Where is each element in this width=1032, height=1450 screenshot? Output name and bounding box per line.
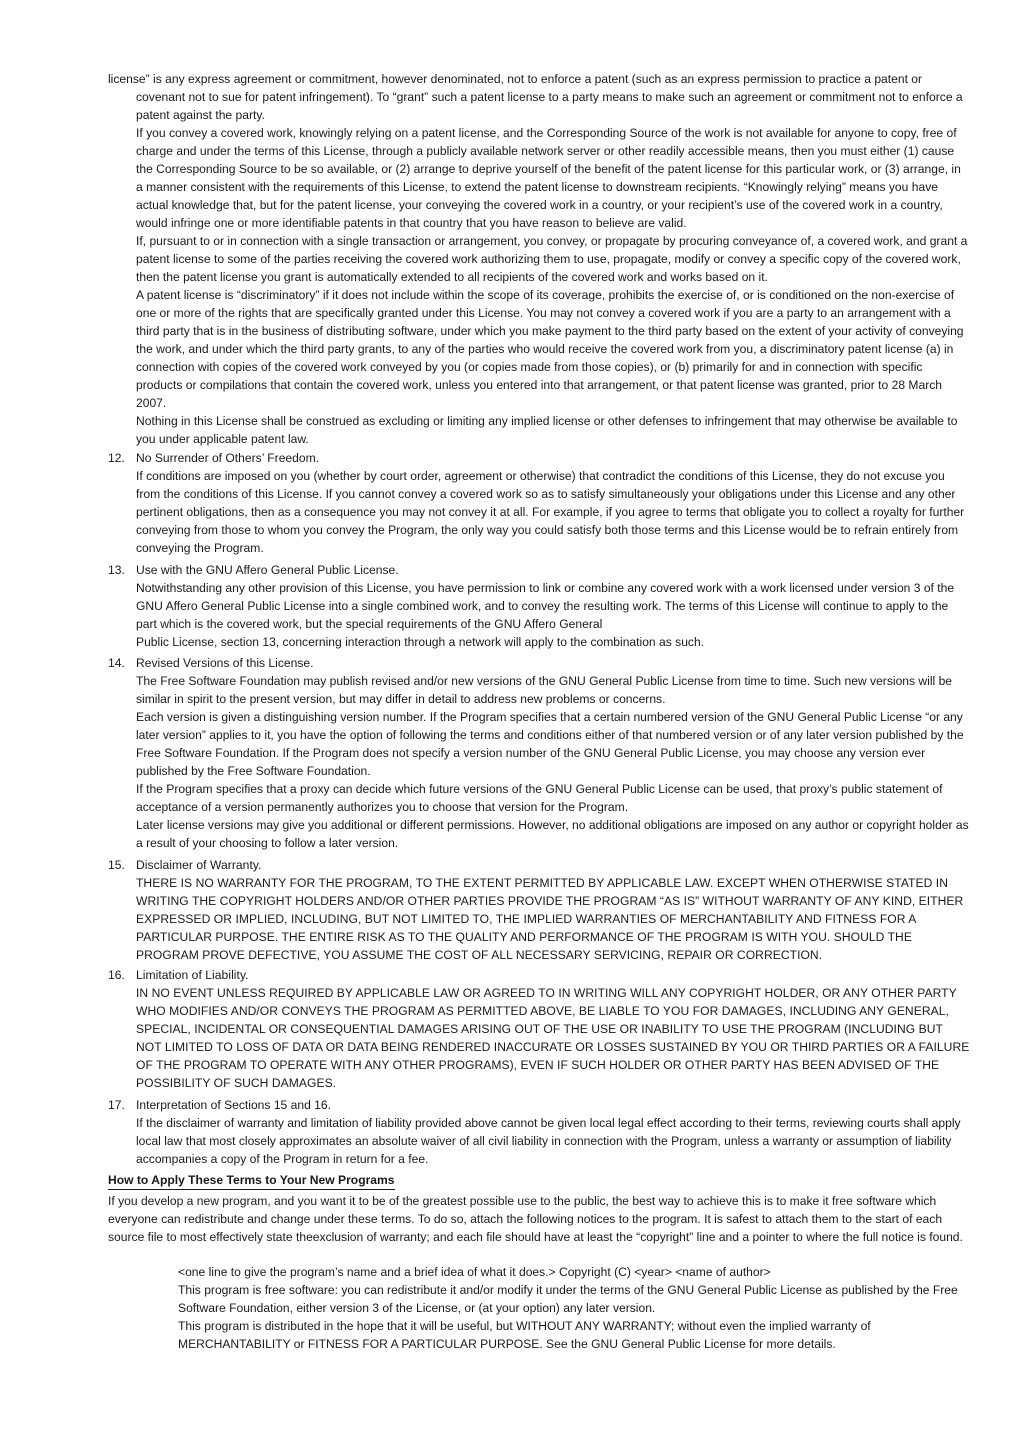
notice-line: <one line to give the program’s name and a brief idea of what it does.> Copyright (C) <year> <name of author> [178, 1265, 771, 1279]
section-12 [108, 449, 970, 557]
section-title: Use with the GNU Affero General Public License. [136, 563, 399, 577]
paragraph: Nothing in this License shall be construed as excluding or limiting any implied license or other defenses to infringement that may otherwise be available to you under applicable patent law. [136, 414, 958, 446]
notice-line: This program is distributed in the hope that it will be useful, but WITHOUT ANY WARRANTY; without even the implied warranty of MERCHANTABILITY or FITNESS FOR A PARTICULAR PURPOSE. See the GNU General Public License for more details. [178, 1319, 871, 1351]
paragraph: If you develop a new program, and you want it to be of the greatest possible use to the public, the best way to achieve this is to make it free software which everyone can redistribute and change under these terms. To do so, attach the following notices to the program. It is safest to attach them to the start of each source file to most effectively state theexclusion of warranty; and each file should have at least the “copyright” line and a pointer to where the full notice is found. [108, 1194, 963, 1244]
section-13 [108, 561, 970, 651]
paragraph: If conditions are imposed on you (whether by court order, agreement or otherwise) that contradict the conditions of this License, they do not excuse you from the conditions of this License. If you cannot convey a covered work so as to satisfy simultaneously your obligations under this License and any other pertinent obligations, then as a consequence you may not convey it at all. For example, if you agree to terms that obligate you to collect a royalty for further conveying from those to whom you convey the Program, the only way you could satisfy both those terms and this License would be to refrain entirely from conveying the Program. [136, 469, 965, 555]
section-title: Revised Versions of this License. [136, 656, 314, 670]
section-15 [108, 856, 970, 964]
paragraph: Later license versions may give you additional or different permissions. However, no additional obligations are imposed on any author or copyright holder as a result of your choosing to follow a later version. [136, 818, 969, 850]
section-title: No Surrender of Others’ Freedom. [136, 451, 320, 465]
section-heading [108, 966, 970, 984]
section-number: 12. [108, 451, 125, 465]
paragraph: THERE IS NO WARRANTY FOR THE PROGRAM, TO THE EXTENT PERMITTED BY APPLICABLE LAW. EXCEPT WHEN OTHERWISE STATED IN WRITING THE COPYRIGHT HOLDERS AND/OR OTHER PARTIES PROVIDE THE PROGRAM “AS IS” WITHOUT WARRANTY OF ANY KIND, EITHER EXPRESSED OR IMPLIED, INCLUDING, BUT NOT LIMITED TO, THE IMPLIED WARRANTIES OF MERCHANTABILITY AND FITNESS FOR A PARTICULAR PURPOSE. THE ENTIRE RISK AS TO THE QUALITY AND PERFORMANCE OF THE PROGRAM IS WITH YOU. SHOULD THE PROGRAM PROVE DEFECTIVE, YOU ASSUME THE COST OF ALL NECESSARY SERVICING, REPAIR OR CORRECTION. [136, 876, 964, 962]
section-number: 17. [108, 1098, 125, 1112]
license-notice-template [178, 1263, 970, 1353]
section-heading [108, 561, 970, 579]
paragraph: license” is any express agreement or commitment, however denominated, not to enforce a patent (such as an express permission to practice a patent or covenant not to sue for patent infringement). To “grant” such a patent license to a party means to make such an agreement or commitment not to enforce a patent against the party. [108, 72, 963, 122]
section-number: 13. [108, 563, 125, 577]
paragraph: If, pursuant to or in connection with a single transaction or arrangement, you convey, or propagate by procuring conveyance of, a covered work, and grant a patent license to some of the parties receiving the covered work authorizing them to use, propagate, modify or convey a specific copy of the covered work, then the patent license you grant is automatically extended to all recipients of the covered work and works based on it. [136, 234, 968, 284]
paragraph: Notwithstanding any other provision of this License, you have permission to link or combine any covered work with a work licensed under version 3 of the GNU Affero General Public License into a single combined work, and to convey the resulting work. The terms of this License will continue to apply to the part which is the covered work, but the special requirements of the GNU Affero General [136, 581, 955, 631]
paragraph: If the disclaimer of warranty and limitation of liability provided above cannot be given local legal effect according to their terms, reviewing courts shall apply local law that most closely approximates an absolute waiver of all civil liability in connection with the Program, unless a warranty or assumption of liability accompanies a copy of the Program in return for a fee. [136, 1116, 961, 1166]
section-title: Interpretation of Sections 15 and 16. [136, 1098, 331, 1112]
paragraph: IN NO EVENT UNLESS REQUIRED BY APPLICABLE LAW OR AGREED TO IN WRITING WILL ANY COPYRIGHT HOLDER, OR ANY OTHER PARTY WHO MODIFIES AND/OR CONVEYS THE PROGRAM AS PERMITTED ABOVE, BE LIABLE TO YOU FOR DAMAGES, INCLUDING ANY GENERAL, SPECIAL, INCIDENTAL OR CONSEQUENTIAL DAMAGES ARISING OUT OF THE USE OR INABILITY TO USE THE PROGRAM (INCLUDING BUT NOT LIMITED TO LOSS OF DATA OR DATA BEING RENDERED INACCURATE OR LOSSES SUSTAINED BY YOU OR THIRD PARTIES OR A FAILURE OF THE PROGRAM TO OPERATE WITH ANY OTHER PROGRAMS), EVEN IF SUCH HOLDER OR OTHER PARTY HAS BEEN ADVISED OF THE POSSIBILITY OF SUCH DAMAGES. [136, 986, 970, 1090]
section-17 [108, 1096, 970, 1168]
paragraph: Each version is given a distinguishing version number. If the Program specifies that a certain numbered version of the GNU General Public License “or any later version” applies to it, you have the option of following the terms and conditions either of that numbered version or of any later version published by the Free Software Foundation. If the Program does not specify a version number of the GNU General Public License, you may choose any version ever published by the Free Software Foundation. [136, 710, 964, 778]
section-16 [108, 966, 970, 1092]
paragraph: A patent license is “discriminatory” if it does not include within the scope of its coverage, prohibits the exercise of, or is conditioned on the non-exercise of one or more of the rights that are specifically granted under this License. You may not convey a covered work if you are a party to an arrangement with a third party that is in the business of distributing software, under which you make payment to the third party based on the extent of your activity of conveying the work, and under which the third party grants, to any of the parties who would receive the covered work from you, a discriminatory patent license (a) in connection with copies of the covered work conveyed by you (or copies made from those copies), or (b) primarily for and in connection with specific products or compilations that contain the covered work, unless you entered into that arrangement, or that patent license was granted, prior to 28 March 2007. [136, 288, 964, 410]
section-title: Disclaimer of Warranty. [136, 858, 262, 872]
how-to-apply-section [108, 1171, 970, 1246]
section-heading: How to Apply These Terms to Your New Programs [108, 1172, 395, 1190]
paragraph: If you convey a covered work, knowingly relying on a patent license, and the Corresponding Source of the work is not available for anyone to copy, free of charge and under the terms of this License, through a publicly available network server or other readily accessible means, then you must either (1) cause the Corresponding Source to be so available, or (2) arrange to deprive yourself of the benefit of the patent license for this particular work, or (3) arrange, in a manner consistent with the requirements of this License, to extend the patent license to downstream recipients. “Knowingly relying” means you have actual knowledge that, but for the patent license, your conveying the covered work in a country, or your recipient’s use of the covered work in a country, would infringe one or more identifiable patents in that country that you have reason to believe are valid. [136, 126, 961, 230]
paragraph: If the Program specifies that a proxy can decide which future versions of the GNU General Public License can be used, that proxy’s public statement of acceptance of a version permanently authorizes you to choose that version for the Program. [136, 782, 943, 814]
section-number: 14. [108, 656, 125, 670]
section-heading [108, 856, 970, 874]
section-heading [108, 1096, 970, 1114]
section-number: 16. [108, 968, 125, 982]
section-title: Limitation of Liability. [136, 968, 249, 982]
section-14 [108, 654, 970, 852]
paragraph: Public License, section 13, concerning interaction through a network will apply to the combination as such. [136, 635, 705, 649]
patent-license-continuation [108, 70, 968, 448]
section-heading [108, 449, 970, 467]
section-heading [108, 654, 970, 672]
section-number: 15. [108, 858, 125, 872]
paragraph: The Free Software Foundation may publish revised and/or new versions of the GNU General Public License from time to time. Such new versions will be similar in spirit to the present version, but may differ in detail to address new problems or concerns. [136, 674, 953, 706]
notice-line: This program is free software: you can redistribute it and/or modify it under the terms of the GNU General Public License as published by the Free Software Foundation, either version 3 of the License, or (at your option) any later version. [178, 1283, 958, 1315]
